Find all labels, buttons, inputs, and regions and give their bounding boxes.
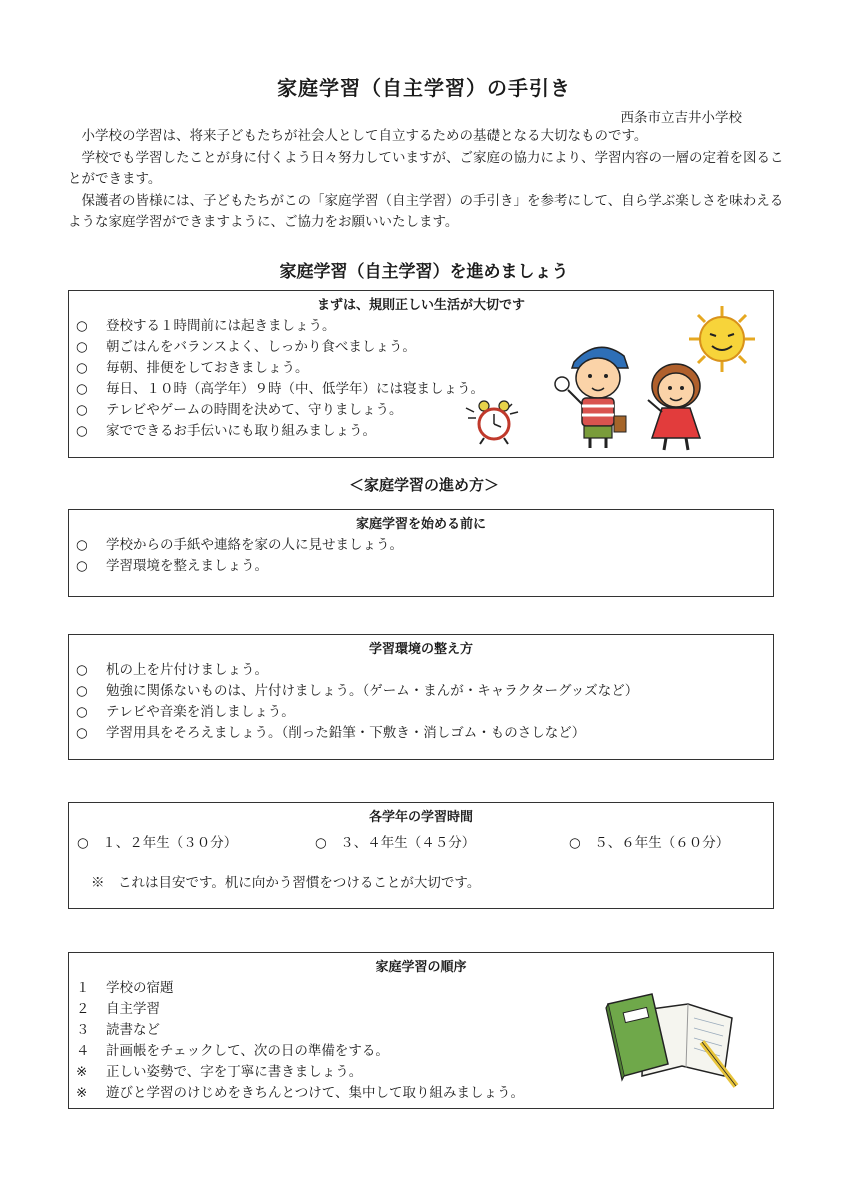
list-item-text: 学習用具をそろえましょう。（削った鉛筆・下敷き・消しゴム・ものさしなど） [106,725,586,741]
grade-times [77,831,773,851]
list-item-text: 学校からの手紙や連絡を家の人に見せましょう。 [106,537,403,553]
list-marker: １ [76,980,90,996]
circle-mark: ○ [76,558,88,574]
boy-icon [555,347,628,448]
sun-icon [689,306,755,372]
study-time-title: 各学年の学習時間 [368,810,473,825]
before-study-list [69,535,773,577]
list-item-text: 勉強に関係ないものは、片付けましょう。（ゲーム・まんが・キャラクターグッズなど） [106,683,639,699]
list-item-text: 学習環境を整えましょう。 [106,558,268,574]
section-heading: 家庭学習（自主学習）を進めましょう [279,262,569,282]
list-item-text: 自主学習 [106,1001,160,1017]
list-marker: ２ [76,1001,90,1017]
list-item-text: テレビや音楽を消しましょう。 [106,704,295,720]
circle-mark: ○ [76,318,88,334]
intro-paragraph: 保護者の皆様には、子どもたちがこの「家庭学習（自主学習）の手引き」を参考にして、自ら学ぶ楽しさを味わえるような家庭学習ができますように、ご協力をお願いいたします。 [68,192,784,230]
before-study-box [68,509,774,597]
notebook-pencil-icon [602,988,742,1092]
school-name: 西条市立吉井小学校 [620,110,742,126]
list-item-text: 毎朝、排便をしておきましょう。 [106,360,309,376]
children-sun-illustration [552,304,768,454]
list-item-text: 正しい姿勢で、字を丁寧に書きましょう。 [106,1064,363,1080]
list-item [76,702,773,723]
list-item-text: 遊びと学習のけじめをきちんとつけて、集中して取り組みましょう。 [106,1085,524,1101]
circle-mark: ○ [76,662,88,678]
grade-time-3-4: ○ ３、４年生（４５分） [315,835,476,851]
circle-mark: ○ [76,423,88,439]
circle-mark: ○ [76,339,88,355]
study-order-title: 家庭学習の順序 [375,960,467,975]
intro-paragraph: 小学校の学習は、将来子どもたちが社会人として自立するための基礎となる大切なものです。 [81,128,648,144]
list-item-text: 朝ごはんをバランスよく、しっかり食べましょう。 [106,339,416,355]
circle-mark: ○ [76,360,88,376]
list-marker: ３ [76,1022,90,1038]
circle-mark: ○ [76,725,88,741]
grade-time-1-2: ○ １、２年生（３０分） [77,835,238,851]
list-item [76,660,773,681]
list-item [76,681,773,702]
environment-list [69,660,773,744]
list-marker: ４ [76,1043,90,1059]
circle-mark: ○ [76,683,88,699]
study-time-note: ※ これは目安です。机に向かう習慣をつけることが大切です。 [91,875,481,891]
grade-time-5-6: ○ ５、６年生（６０分） [569,835,730,851]
list-item [76,723,773,744]
environment-title: 学習環境の整え方 [368,642,473,657]
list-item-text: 読書など [106,1022,160,1038]
intro-paragraph: 学校でも学習したことが身に付くよう日々努力していますが、ご家庭の協力により、学習内容の一層の定着を図ることができます。 [68,149,784,187]
list-item-text: 毎日、１０時（高学年）９時（中、低学年）には寝ましょう。 [106,381,484,397]
list-item-text: 計画帳をチェックして、次の日の準備をする。 [106,1043,389,1059]
circle-mark: ○ [76,381,88,397]
page-title: 家庭学習（自主学習）の手引き [277,76,571,100]
list-marker: ※ [76,1085,88,1101]
life-rules-title: まずは、規則正しい生活が大切です [316,298,525,313]
list-item [76,556,773,577]
list-marker: ※ [76,1064,88,1080]
alarm-clock-icon [462,396,524,448]
list-item-text: 登校する１時間前には起きましょう。 [106,318,336,334]
before-study-title: 家庭学習を始める前に [355,517,486,532]
circle-mark: ○ [76,704,88,720]
environment-box [68,634,774,760]
circle-mark: ○ [76,537,88,553]
list-item-text: 机の上を片付けましょう。 [106,662,268,678]
circle-mark: ○ [76,402,88,418]
list-item-text: 学校の宿題 [106,980,174,996]
list-item-text: 家でできるお手伝いにも取り組みましょう。 [106,423,376,439]
list-item-text: テレビやゲームの時間を決めて、守りましょう。 [106,402,403,418]
girl-icon [648,364,700,450]
intro-text [68,126,784,234]
list-item [76,535,773,556]
method-heading: ＜家庭学習の進め方＞ [348,476,499,494]
study-time-box [68,802,774,909]
